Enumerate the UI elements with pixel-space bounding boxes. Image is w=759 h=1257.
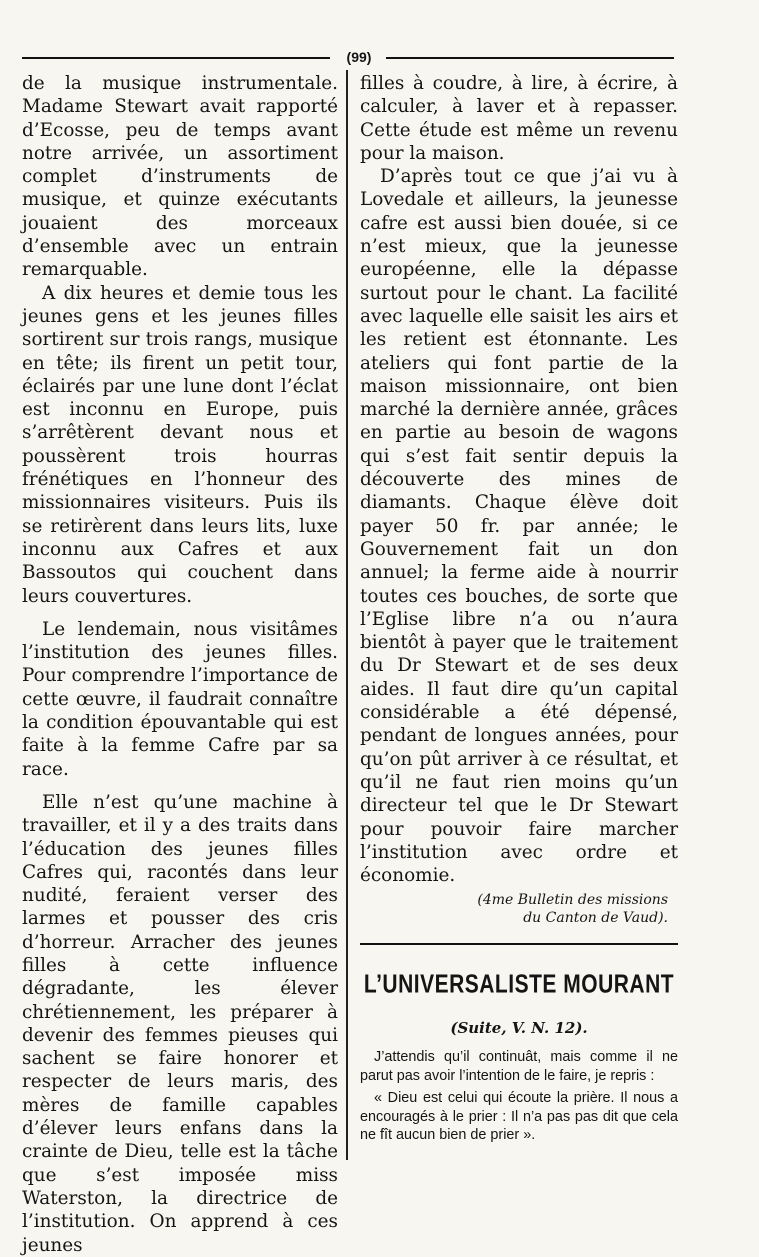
- source-citation: [360, 891, 678, 927]
- left-paragraph-2: A dix heures et demie tous les jeunes gens et les jeunes filles sortirent sur trois rangs, musique en tête; ils firent un petit tour, éclairés par une lune dont l’éclat est inconnu en Europe, puis s’arrêtèrent devant nous et poussèrent trois hourras frénétiques en l’honneur des missionnaires visiteurs. Puis ils se retirèrent dans leurs lits, luxe inconnu aux Cafres et aux Bassoutos qui couchent dans leurs couvertures.: [22, 282, 338, 607]
- left-paragraph-1: de la musique instrumentale. Madame Stewart avait rapporté d’Ecosse, peu de temps avant notre arrivée, un assortiment complet d’instruments de musique, et quinze exécutants jouaient des morceaux d’ensemble avec un entrain remarquable.: [22, 73, 338, 281]
- column-divider: [346, 70, 348, 1160]
- page-header: [22, 48, 674, 66]
- left-paragraph-4: Elle n’est qu’une machine à travailler, et il y a des traits dans l’éducation des jeunes filles Cafres qui, racontés dans leur nudité, feraient verser des larmes et pousser des cris d’horreur. Arracher des jeunes filles à cette influence dégradante, les élever chrétiennement, les préparer à devenir des femmes pieuses qui sachent se faire honorer et respecter de leurs maris, des mères de famille capables d’élever leurs enfans dans la crainte de Dieu, telle est la tâche que s’est imposée miss Waterston, la directrice de l’institution. On apprend à ces jeunes: [22, 791, 338, 1256]
- header-rule-left: [22, 57, 330, 59]
- article-paragraph-2: « Dieu est celui qui écoute la prière. Il nous a encouragés à le prier : Il n’a pas pas dit que cela ne fît aucun bien de prier ».: [360, 1090, 678, 1144]
- source-line-2: du Canton de Vaud).: [523, 910, 668, 927]
- article-body: [360, 1048, 678, 1145]
- source-line-1: (4me Bulletin des missions: [477, 892, 668, 909]
- article-subtitle: (Suite, V. N. 12).: [450, 1018, 588, 1037]
- right-column: [360, 72, 678, 1145]
- left-paragraph-3: Le lendemain, nous visitâmes l’institution des jeunes filles. Pour comprendre l’importance de cette œuvre, il faudrait connaître la condition épouvantable qui est faite à la femme Cafre par sa race.: [22, 618, 338, 780]
- right-paragraph-1: filles à coudre, à lire, à écrire, à calculer, à laver et à repasser. Cette étude est même un revenu pour la maison.: [360, 73, 678, 164]
- article-title: L’UNIVERSALISTE MOURANT: [363, 970, 675, 1000]
- article-paragraph-1: J’attendis qu’il continuât, mais comme il ne parut pas avoir l’intention de le faire, je repris :: [360, 1048, 678, 1084]
- right-paragraph-2: D’après tout ce que j’ai vu à Lovedale et ailleurs, la jeunesse cafre est aussi bien douée, si ce n’est mieux, que la jeunesse européenne, elle la dépasse surtout pour le chant. La facilité avec laquelle elle saisit les airs et les retient est étonnante. Les ateliers qui font partie de la maison missionnaire, ont bien marché la dernière année, grâces en partie au besoin de wagons qui s’est fait sentir depuis la découverte des mines de diamants. Chaque élève doit payer 50 fr. par année; le Gouvernement fait un don annuel; la ferme aide à nourrir toutes ces bouches, de sorte que l’Eglise libre n’a ou n’aura bientôt à payer que le traitement du Dr Stewart et de ses deux aides. Il faut dire qu’un capital considérable a été dépensé, pendant de longues années, pour qu’on pût arriver à ce résultat, et qu’il ne faut rien moins qu’un directeur tel que le Dr Stewart pour pouvoir faire marcher l’institution avec ordre et économie.: [360, 166, 678, 887]
- section-separator: [360, 943, 678, 945]
- left-column: [22, 72, 338, 1257]
- header-rule-right: [386, 57, 674, 59]
- page-number: (99): [346, 49, 372, 65]
